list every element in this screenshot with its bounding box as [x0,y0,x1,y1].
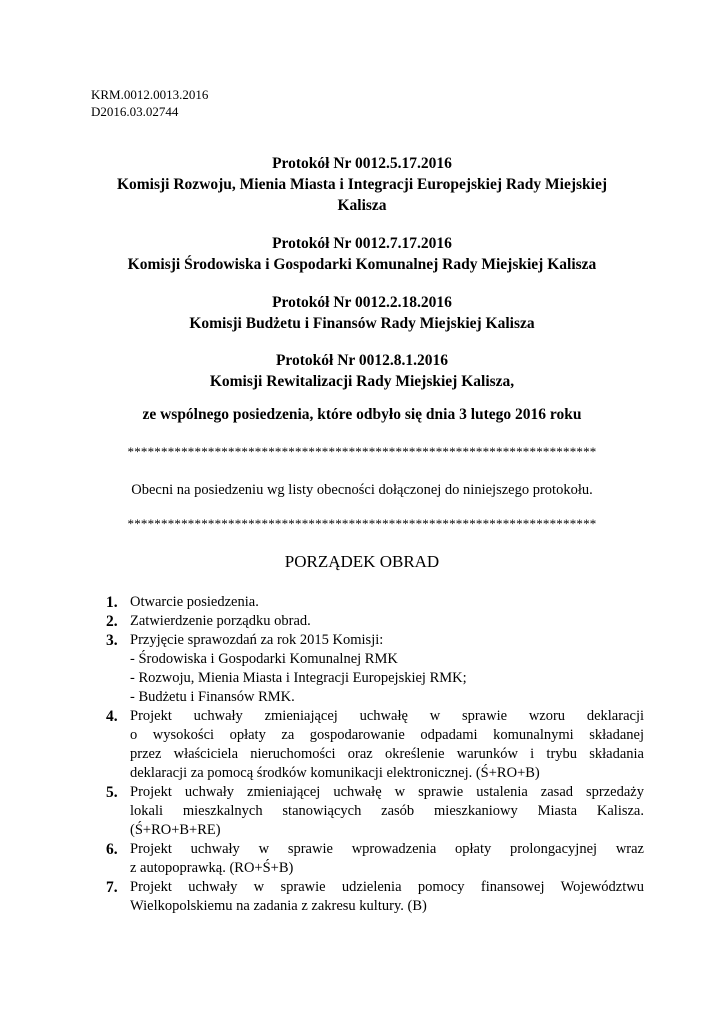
reference-line-1: KRM.0012.0013.2016 [91,87,209,102]
agenda-item-text [130,878,644,916]
protocol-block-2 [60,233,664,275]
agenda-item-line: Projekt uchwały zmieniającej uchwałę w sprawie ustalenia zasad sprzedaży [130,784,644,800]
agenda-list [106,593,644,916]
protocol-committee: Komisji Budżetu i Finansów Rady Miejskiej Kalisza [189,315,535,332]
protocol-block-4 [60,350,664,392]
agenda-item-text [130,593,644,612]
agenda-item-line: o wysokości opłaty za gospodarowanie odpadami komunalnymi składanej [130,727,644,743]
agenda-item-line: przez właściciela nieruchomości oraz określenie warunków i trybu składania [130,746,644,762]
reference-line-2: D2016.03.02744 [91,104,179,119]
agenda-item-line: Otwarcie posiedzenia. [130,594,259,610]
agenda-item-line: Projekt uchwały w sprawie wprowadzenia opłaty prolongacyjnej wraz [130,841,644,857]
agenda-item-line: - Budżetu i Finansów RMK. [130,689,295,705]
protocol-committee-cont: Kalisza [337,197,387,214]
protocol-committee: Komisji Rozwoju, Mienia Miasta i Integracji Europejskiej Rady Miejskiej [116,176,608,193]
agenda-item-number: 7. [106,879,118,896]
protocol-title: Protokół Nr 0012.7.17.2016 [272,235,452,252]
agenda-item [106,878,644,916]
agenda-item-line: - Rozwoju, Mienia Miasta i Integracji Europejskiej RMK; [130,670,467,686]
agenda-item [106,840,644,878]
reference-numbers [91,86,208,120]
separator-bottom: ********************************************************************** [127,516,597,531]
agenda-item-number: 2. [106,613,118,630]
agenda-item-text [130,783,644,840]
agenda-item-line: Wielkopolskiemu na zadania z zakresu kultury. (B) [130,898,427,914]
agenda-item-number: 4. [106,708,118,725]
meeting-line: ze wspólnego posiedzenia, które odbyło się dnia 3 lutego 2016 roku [142,406,582,423]
agenda-item-line: z autopoprawką. (RO+Ś+B) [130,860,294,876]
agenda-item-line: Projekt uchwały zmieniającej uchwałę w sprawie wzoru deklaracji [130,708,644,724]
agenda-item [106,593,644,612]
agenda-item-number: 3. [106,632,118,649]
agenda-item-line: Projekt uchwały w sprawie udzielenia pomocy finansowej Województwu [130,879,644,895]
agenda-item-line: deklaracji za pomocą środków komunikacji elektronicznej. (Ś+RO+B) [130,765,540,781]
agenda-item-line: Zatwierdzenie porządku obrad. [130,613,311,629]
protocol-title: Protokół Nr 0012.8.1.2016 [275,352,449,369]
separator-top: ********************************************************************** [127,444,597,459]
attendance-note: Obecni na posiedzeniu wg listy obecności dołączonej do niniejszego protokołu. [131,482,593,498]
agenda-item-line: - Środowiska i Gospodarki Komunalnej RMK [130,651,398,667]
agenda-item-number: 1. [106,594,118,611]
agenda-item-text [130,840,644,878]
agenda-title: PORZĄDEK OBRAD [284,552,440,571]
protocol-committee: Komisji Środowiska i Gospodarki Komunalnej Rady Miejskiej Kalisza [127,256,597,273]
protocol-block-3 [60,292,664,334]
protocol-title: Protokół Nr 0012.2.18.2016 [272,294,452,311]
protocol-committee: Komisji Rewitalizacji Rady Miejskiej Kalisza, [209,373,515,390]
agenda-item-line: lokali mieszkalnych stanowiących zasób mieszkaniowy Miasta Kalisza. [130,803,644,819]
agenda-item [106,783,644,840]
agenda-item-line: (Ś+RO+B+RE) [130,822,221,838]
agenda-item-text [130,631,644,707]
agenda-item [106,612,644,631]
agenda-item [106,631,644,707]
agenda-item-line: Przyjęcie sprawozdań za rok 2015 Komisji: [130,632,384,648]
agenda-item-text [130,707,644,783]
protocol-title: Protokół Nr 0012.5.17.2016 [272,155,452,172]
agenda-item-text [130,612,644,631]
agenda-item [106,707,644,783]
agenda-item-number: 6. [106,841,118,858]
protocol-block-1 [60,153,664,216]
agenda-item-number: 5. [106,784,118,801]
